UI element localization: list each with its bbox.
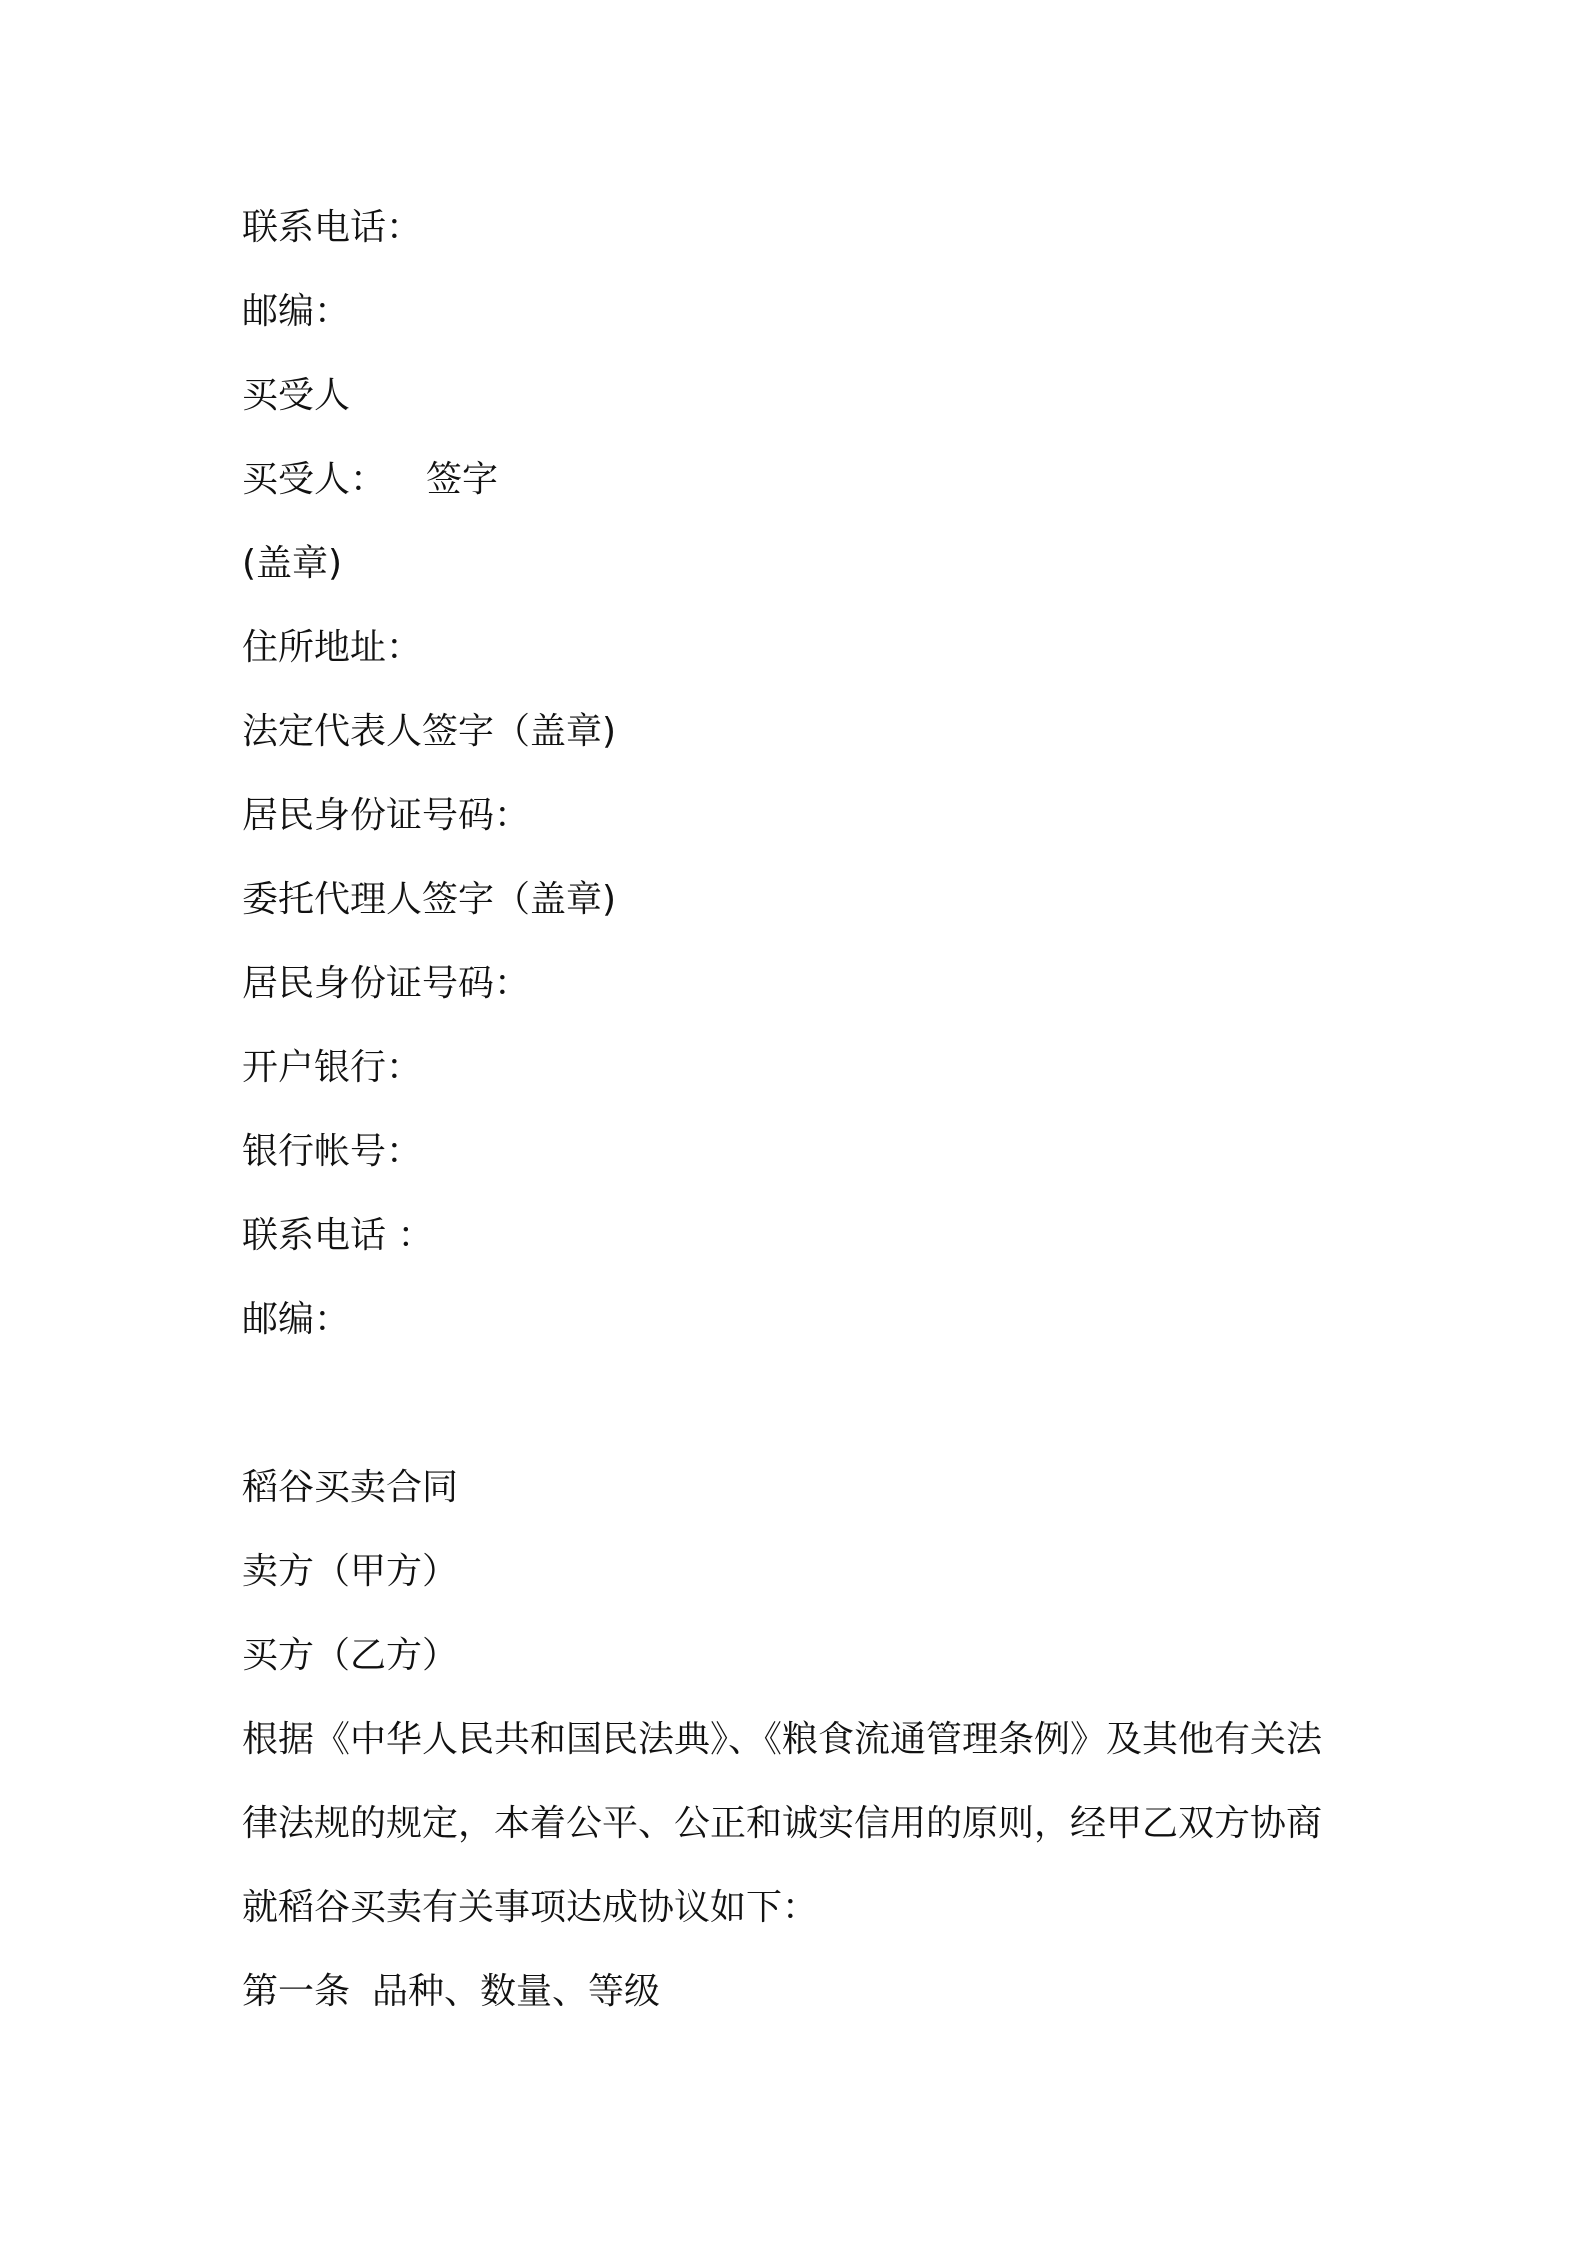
agent-id-label: 居民身份证号码： [242,963,531,1004]
buyer-signature-word: 签字 [426,459,499,500]
article-1-heading [242,1970,660,2014]
buyer-signature-label: 买受人： [242,459,387,500]
agent-signature-label: 委托代理人签字（盖章) [242,879,617,920]
buyer-signature-line [242,458,498,502]
buyer-postcode-label: 邮编： [242,1299,351,1340]
article-1-number: 第一条 [242,1971,351,2012]
bank-label: 开户银行： [242,1047,423,1088]
buyer-address-label: 住所地址： [242,627,423,668]
buyer-phone-label: 联系电话 ： [242,1215,434,1256]
preamble-line-3: 就稻谷买卖有关事项达成协议如下： [242,1887,819,1928]
seller-postcode-label: 邮编： [242,291,351,332]
article-1-title: 品种、数量、等级 [372,1971,661,2012]
account-label: 银行帐号： [242,1131,423,1172]
seller-phone-label: 联系电话： [242,207,423,248]
contract-title: 稻谷买卖合同 [242,1467,459,1508]
legal-rep-signature-label: 法定代表人签字（盖章) [242,711,617,752]
buyer-heading: 买受人 [242,375,351,416]
buyer-seal-label: (盖章) [242,543,343,584]
preamble-line-2: 律法规的规定，本着公平、公正和诚实信用的原则，经甲乙双方协商 [242,1803,1323,1844]
preamble-line-1: 根据《中华人民共和国民法典》、《粮食流通管理条例》及其他有关法 [242,1719,1323,1760]
legal-rep-id-label: 居民身份证号码： [242,795,531,836]
seller-party: 卖方（甲方） [242,1551,459,1592]
buyer-party: 买方（乙方） [242,1635,459,1676]
